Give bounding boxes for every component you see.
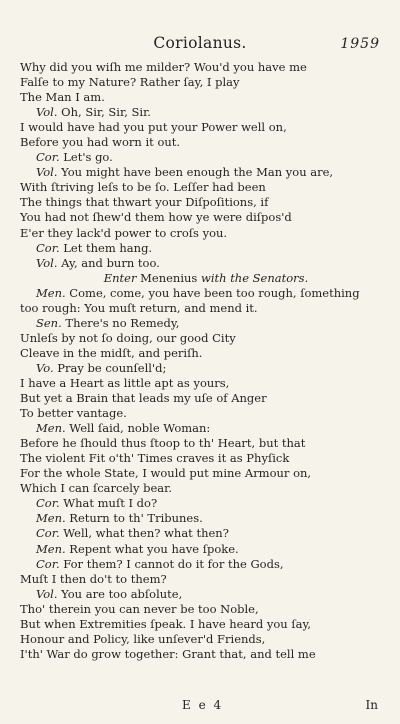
- stage-enter: Enter: [103, 270, 137, 285]
- speaker-name: Cor.: [36, 496, 60, 511]
- line-text: too rough: You muſt return, and mend it.: [20, 300, 258, 315]
- play-text: [20, 60, 392, 662]
- line-text: Muſt I then do't to them?: [20, 571, 167, 586]
- line-text: Why did you wiſh me milder? Wou'd you have me: [20, 60, 307, 74]
- speech-line: [20, 496, 392, 511]
- line-text: Which I can ſcarcely bear.: [20, 481, 173, 496]
- verse-line: [20, 180, 392, 195]
- line-text: Tho' therein you can never be too Noble,: [20, 601, 259, 616]
- line-text: I have a Heart as little apt as yours,: [20, 375, 230, 390]
- speech-line: [20, 511, 392, 526]
- verse-line: [20, 391, 392, 406]
- line-text: I'th' War do grow together: Grant that, and tell me: [20, 646, 316, 661]
- line-text: Before he ſhould thus ſtoop to th' Heart, but that: [20, 436, 306, 451]
- verse-line: [20, 572, 392, 587]
- verse-line: [20, 135, 392, 150]
- line-text: I would have had you put your Power well on,: [20, 120, 287, 135]
- line-text: There's no Remedy,: [61, 315, 180, 330]
- speech-line: [20, 241, 392, 256]
- speaker-name: Vol.: [36, 165, 58, 180]
- speaker-name: Cor.: [36, 556, 60, 571]
- line-text: Return to th' Tribunes.: [65, 511, 203, 526]
- line-text: What muſt I do?: [59, 496, 158, 511]
- line-text: Well, what then? what then?: [59, 526, 229, 541]
- line-text: E'er they lack'd power to croſs you.: [20, 225, 228, 240]
- speaker-name: Cor.: [36, 150, 60, 165]
- verse-line: [20, 60, 392, 75]
- verse-line: [20, 346, 392, 361]
- page-footer: [0, 698, 400, 714]
- line-text: Oh, Sir, Sir, Sir.: [57, 105, 151, 120]
- verse-line: [20, 210, 392, 225]
- verse-line: [20, 75, 392, 90]
- speech-line: [20, 256, 392, 271]
- speaker-name: Sen.: [36, 315, 62, 330]
- line-text: Unleſs by not ſo doing, our good City: [20, 330, 236, 345]
- speech-line: [20, 542, 392, 557]
- verse-line: [20, 376, 392, 391]
- speaker-name: Cor.: [36, 240, 60, 255]
- speaker-name: Vol.: [36, 105, 58, 120]
- speaker-name: Cor.: [36, 526, 60, 541]
- speech-line: [20, 557, 392, 572]
- line-text: Let's go.: [59, 150, 113, 165]
- verse-line: [20, 632, 392, 647]
- speech-line: [20, 316, 392, 331]
- speech-line: [20, 361, 392, 376]
- line-text: But yet a Brain that leads my uſe of Anger: [20, 391, 267, 406]
- line-text: For them? I cannot do it for the Gods,: [59, 556, 284, 571]
- speech-line: [20, 587, 392, 602]
- catchword: In: [365, 698, 378, 712]
- line-text: Cleave in the midſt, and periſh.: [20, 345, 203, 360]
- line-text: Before you had worn it out.: [20, 135, 181, 150]
- verse-line: [20, 301, 392, 316]
- speaker-name: Vol.: [36, 586, 58, 601]
- line-text: Honour and Policy, like unſever'd Friends,: [20, 631, 266, 646]
- line-text: You had not ſhew'd them how ye were diſpos'd: [20, 210, 292, 225]
- verse-line: [20, 481, 392, 496]
- line-text: For the whole State, I would put mine Armour on,: [20, 466, 312, 481]
- line-text: Falſe to my Nature? Rather ſay, I play: [20, 75, 240, 90]
- verse-line: [20, 195, 392, 210]
- speaker-name: Men.: [36, 285, 66, 300]
- verse-line: [20, 647, 392, 662]
- verse-line: [20, 120, 392, 135]
- line-text: You are too abſolute,: [57, 586, 183, 601]
- speaker-name: Men.: [36, 541, 66, 556]
- line-text: The Man I am.: [20, 90, 105, 105]
- stage-others: with the Senators.: [200, 270, 309, 285]
- line-text: Come, come, you have been too rough, ſomething: [65, 285, 360, 300]
- line-text: Well ſaid, noble Woman:: [65, 421, 211, 436]
- verse-line: [20, 406, 392, 421]
- stage-direction: [20, 271, 392, 286]
- line-text: But when Extremities ſpeak. I have heard you ſay,: [20, 616, 312, 631]
- line-text: Ay, and burn too.: [57, 255, 160, 270]
- speaker-name: Vol.: [36, 255, 58, 270]
- verse-line: [20, 331, 392, 346]
- speech-line: [20, 421, 392, 436]
- speaker-name: Vo.: [36, 360, 54, 375]
- verse-line: [20, 617, 392, 632]
- stage-character: Menenius: [136, 270, 201, 285]
- verse-line: [20, 451, 392, 466]
- speech-line: [20, 105, 392, 120]
- line-text: Repent what you have ſpoke.: [65, 541, 239, 556]
- speech-line: [20, 150, 392, 165]
- speaker-name: Men.: [36, 421, 66, 436]
- speech-line: [20, 165, 392, 180]
- verse-line: [20, 90, 392, 105]
- speaker-name: Men.: [36, 511, 66, 526]
- speech-line: [20, 526, 392, 541]
- speech-line: [20, 286, 392, 301]
- line-text: To better vantage.: [20, 406, 127, 421]
- page-number: 1959: [340, 36, 380, 52]
- line-text: The violent Fit o'th' Times craves it as Phyſick: [20, 451, 290, 466]
- verse-line: [20, 602, 392, 617]
- line-text: You might have been enough the Man you are,: [57, 165, 334, 180]
- line-text: Pray be counſell'd;: [53, 360, 167, 375]
- line-text: With ſtriving leſs to be ſo. Leſſer had been: [20, 180, 266, 195]
- running-title: Coriolanus.: [153, 34, 247, 52]
- verse-line: [20, 466, 392, 481]
- verse-line: [20, 226, 392, 241]
- line-text: The things that thwart your Diſpoſitions, if: [20, 195, 269, 210]
- verse-line: [20, 436, 392, 451]
- signature-mark: E e 4: [182, 698, 224, 712]
- line-text: Let them hang.: [59, 240, 153, 255]
